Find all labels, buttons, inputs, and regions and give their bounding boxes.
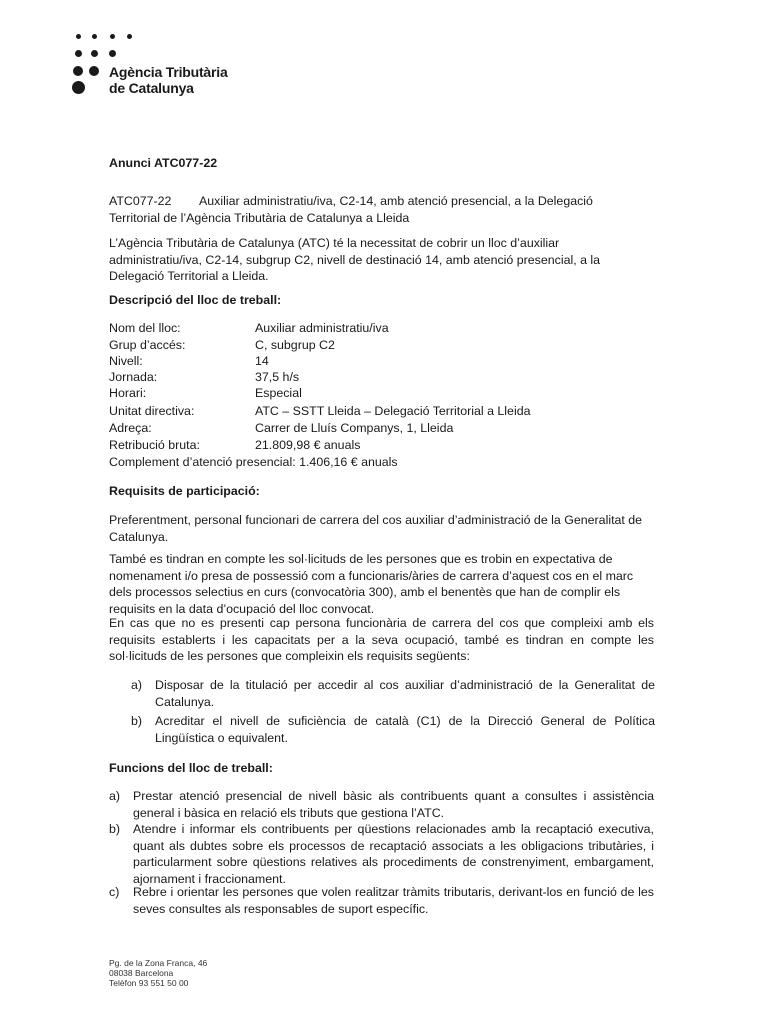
function-item [109, 788, 654, 821]
field-value: C, subgrup C2 [255, 338, 335, 352]
field-row [109, 320, 669, 337]
field-value: 21.809,98 € anuals [255, 438, 361, 452]
field-value: ATC – SSTT Lleida – Delegació Territorial a Lleida [255, 404, 531, 418]
list-text: Disposar de la titulació per accedir al cos auxiliar d’administració de la Generalitat de Catalunya. [155, 678, 655, 709]
field-label: Grup d’accés: [109, 338, 186, 352]
reference-code: ATC077-22 [109, 194, 172, 208]
list-marker: a) [109, 789, 121, 803]
footer-line-3: Telèfon 93 551 50 00 [109, 978, 189, 988]
list-marker: b) [131, 714, 143, 728]
field-row [109, 437, 669, 454]
field-row [109, 369, 669, 386]
list-marker: c) [109, 885, 120, 899]
footer-line-2: 08038 Barcelona [109, 968, 174, 978]
field-value: Auxiliar administratiu/iva [255, 321, 389, 335]
requirements-paragraph-3: En cas que no es presenti cap persona funcionària de carrera del cos que compleixi amb els requisits establerts i les capacitats per a la seva ocupació, també es tindran en compte les sol·licituds de les persones que compleixin els requisits següents: [109, 616, 654, 663]
field-value: Carrer de Lluís Companys, 1, Lleida [255, 421, 454, 435]
functions-title: Funcions del lloc de treball: [109, 761, 273, 775]
requirements-paragraph-1: Preferentment, personal funcionari de carrera del cos auxiliar d’administració de la Generalitat de Catalunya. [109, 513, 643, 544]
logo-line-1: Agència Tributària [109, 64, 228, 80]
reference-block [109, 193, 654, 226]
field-label: Nom del lloc: [109, 321, 181, 335]
field-value: 37,5 h/s [255, 370, 300, 384]
field-label: Jornada: [109, 370, 158, 384]
field-value: 14 [255, 354, 269, 368]
complement-line: Complement d’atenció presencial: 1.406,16 € anuals [109, 455, 398, 469]
intro-paragraph: L’Agència Tributària de Catalunya (ATC) té la necessitat de cobrir un lloc d’auxiliar administratiu/iva, C2-14, subgrup C2, nivell de destinació 14, amb atenció presencial, a la Delegació Territorial a Lleida. [109, 236, 601, 283]
requirements-paragraph-2: També es tindran en compte les sol·licituds de les persones que es trobin en expectativa de nomenament i/o presa de possessió com a funcionaris/àries de carrera d’aquest cos en el marc dels processos selectius en curs (convocatòria 300), amb el benentès que han de complir els requisits en la data d’ocupació del lloc convocat. [109, 552, 634, 616]
field-label: Unitat directiva: [109, 404, 195, 418]
field-value: Especial [255, 386, 302, 400]
list-text: Acreditar el nivell de suficiència de català (C1) de la Direcció General de Política Lingüística o equivalent. [155, 714, 655, 745]
list-marker: b) [109, 822, 121, 836]
requirement-item [131, 677, 655, 710]
list-text: Prestar atenció presencial de nivell bàsic als contribuents quant a consultes i assistència general i bàsica en relació els tributs que gestiona l’ATC. [133, 789, 654, 820]
footer-address [109, 958, 207, 988]
field-row [109, 403, 669, 420]
logo-line-2: de Catalunya [109, 80, 194, 96]
document-heading: Anunci ATC077-22 [109, 156, 218, 170]
reference-text-1: Auxiliar administratiu/iva, C2-14, amb atenció presencial, a la Delegació [199, 194, 593, 208]
description-title: Descripció del lloc de treball: [109, 293, 282, 307]
field-label: Nivell: [109, 354, 143, 368]
requirement-item [131, 713, 655, 746]
field-row [109, 337, 669, 354]
field-label: Adreça: [109, 421, 152, 435]
footer-line-1: Pg. de la Zona Franca, 46 [109, 958, 208, 968]
field-row [109, 385, 669, 402]
list-text: Atendre i informar els contribuents per qüestions relacionades amb la recaptació executiva, quant als dubtes sobre els processos de recaptació associats a les obligacions tributàries, i particularment sobre qüestions relatives als procediments de constrenyiment, embargament, ajornament i fraccionament. [133, 822, 654, 886]
field-row [109, 420, 669, 437]
reference-text-2: Territorial de l’Agència Tributària de Catalunya a Lleida [109, 210, 410, 225]
logo-wordmark [109, 64, 228, 96]
field-label: Retribució bruta: [109, 438, 200, 452]
function-item [109, 821, 654, 887]
list-text: Rebre i orientar les persones que volen realitzar tràmits tributaris, derivant-los en funció de les seves consultes als responsables de suport específic. [133, 885, 654, 916]
list-marker: a) [131, 678, 143, 692]
function-item [109, 884, 654, 917]
field-row [109, 353, 669, 370]
field-label: Horari: [109, 386, 147, 400]
requirements-title: Requisits de participació: [109, 484, 260, 498]
